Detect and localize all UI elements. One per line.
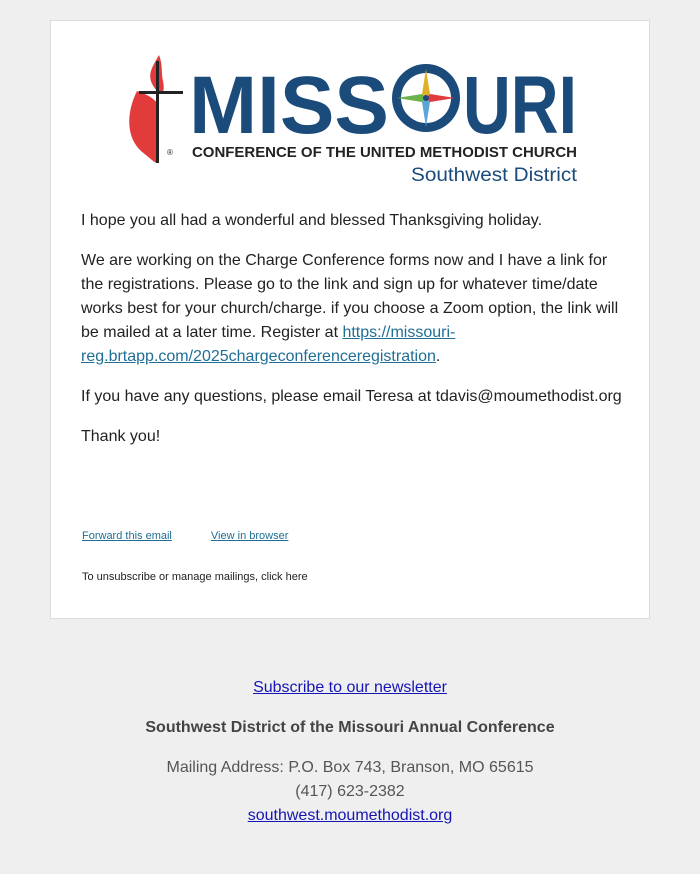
wordmark-right: URI (463, 60, 577, 151)
greeting-paragraph: I hope you all had a wonderful and blessed Thanksgiving holiday. (81, 212, 543, 229)
logo-subtitle: CONFERENCE OF THE UNITED METHODIST CHURCH (192, 144, 577, 161)
registration-period: . (435, 348, 441, 365)
forward-email-link[interactable]: Forward this email (82, 530, 172, 542)
district-name: Southwest District (411, 165, 578, 186)
registered-mark: ® (167, 148, 173, 157)
registration-link[interactable]: https://missouri-reg.brtapp.com/2025chargeconferenceregistration (81, 324, 456, 365)
subscribe-newsletter-link[interactable]: Subscribe to our newsletter (253, 679, 447, 696)
website-link[interactable]: southwest.moumethodist.org (247, 807, 453, 824)
questions-paragraph: If you have any questions, please email Teresa at tdavis@moumethodist.org (81, 388, 622, 405)
missouri-conference-logo (123, 51, 583, 186)
organization-name: Southwest District of the Missouri Annual Conference (145, 719, 555, 736)
mailing-address: Mailing Address: P.O. Box 743, Branson, MO 65615 (166, 759, 534, 776)
compass-icon (392, 64, 460, 132)
thanks-paragraph: Thank you! (81, 428, 161, 445)
footer (0, 676, 700, 828)
cross-flame-icon (129, 55, 183, 163)
view-in-browser-link[interactable]: View in browser (210, 530, 289, 542)
email-body (81, 209, 626, 465)
registration-text: We are working on the Charge Conference forms now and I have a link for the registrations. Please go to the link and sign up for whatever time/date works best for your church/charge. if you choose a Zoom option, the link will be mailed at a later time. Register at (81, 252, 619, 341)
wordmark-left: MISS (189, 60, 389, 151)
email-actions (82, 530, 288, 542)
email-card (50, 20, 650, 619)
unsubscribe-link[interactable]: To unsubscribe or manage mailings, click here (82, 571, 308, 583)
registration-paragraph (81, 249, 626, 369)
phone-number: (417) 623-2382 (295, 783, 405, 800)
